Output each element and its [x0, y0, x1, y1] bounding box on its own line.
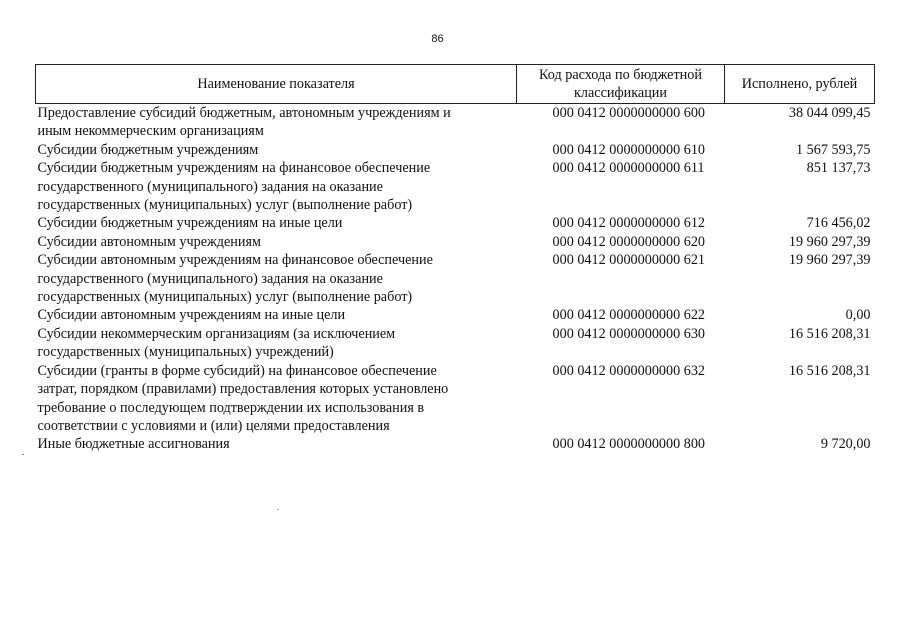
row-name-line: Субсидии (гранты в форме субсидий) на финансовое обеспечение: [37, 362, 437, 379]
row-name: [36, 104, 517, 141]
row-name-line: затрат, порядком (правилами) предоставления которых установлено: [37, 381, 449, 398]
row-code: 000 0412 0000000000 800: [552, 436, 706, 453]
row-executed: 16 516 208,31: [788, 362, 871, 379]
row-name-line: Субсидии бюджетным учреждениям на финансовое обеспечение: [37, 160, 431, 177]
header-name: Наименование показателя: [36, 65, 517, 104]
table-row: [36, 362, 875, 436]
row-name: [36, 159, 517, 214]
row-name: [36, 435, 517, 453]
table-row: [36, 233, 875, 251]
row-name-line: государственного (муниципального) задания на оказание: [37, 178, 383, 195]
table-row: [36, 214, 875, 232]
row-code: 000 0412 0000000000 620: [552, 233, 706, 250]
table-row: [36, 325, 875, 362]
table-row: [36, 306, 875, 324]
page-number: 86: [431, 33, 444, 45]
table-row: [36, 159, 875, 214]
row-executed: 851 137,73: [806, 160, 871, 177]
row-name-line: иным некоммерческим организациям: [37, 123, 264, 140]
row-name-line: Предоставление субсидий бюджетным, автономным учреждениям и: [37, 105, 451, 121]
header-code-line2: классификации: [574, 85, 667, 101]
row-executed: 16 516 208,31: [788, 325, 871, 342]
scan-speck: [22, 454, 24, 455]
row-name-line: Субсидии автономным учреждениям на финансовое обеспечение: [37, 252, 433, 269]
row-executed: 716 456,02: [806, 215, 871, 232]
row-code: 000 0412 0000000000 632: [552, 362, 706, 379]
row-name: [36, 362, 517, 436]
header-code-line1: Код расхода по бюджетной: [539, 67, 702, 83]
row-code: 000 0412 0000000000 630: [552, 325, 706, 342]
row-name-line: Субсидии автономным учреждениям: [37, 233, 261, 250]
row-executed: 0,00: [845, 307, 871, 324]
row-executed: 19 960 297,39: [788, 252, 871, 269]
row-name-line: Субсидии автономным учреждениям на иные цели: [37, 307, 346, 324]
table-row: [36, 141, 875, 159]
row-code: 000 0412 0000000000 621: [552, 252, 706, 269]
header-executed: Исполнено, рублей: [725, 65, 875, 104]
scan-speck: [277, 509, 279, 510]
row-name: [36, 233, 517, 251]
header-code: [517, 65, 725, 104]
row-name-line: государственных (муниципальных) учреждений): [37, 344, 334, 361]
row-code: 000 0412 0000000000 622: [552, 307, 706, 324]
table-header: [36, 65, 875, 104]
row-code: 000 0412 0000000000 612: [552, 215, 706, 232]
row-executed: 19 960 297,39: [788, 233, 871, 250]
row-name-line: государственных (муниципальных) услуг (выполнение работ): [37, 289, 413, 306]
table-row: [36, 251, 875, 306]
row-name-line: Иные бюджетные ассигнования: [37, 436, 230, 453]
row-name: [36, 214, 517, 232]
row-name-line: государственных (муниципальных) услуг (выполнение работ): [37, 197, 413, 214]
row-executed: 38 044 099,45: [788, 105, 871, 121]
table-row: [36, 104, 875, 141]
row-name-line: Субсидии некоммерческим организациям (за исключением: [37, 325, 396, 342]
row-name: [36, 141, 517, 159]
row-code: 000 0412 0000000000 600: [552, 105, 706, 121]
row-name-line: соответствии с условиями и (или) целями предоставления: [37, 417, 390, 434]
row-name: [36, 306, 517, 324]
row-name-line: государственного (муниципального) задания на оказание: [37, 270, 383, 287]
table-body: [36, 104, 875, 454]
row-name-line: Субсидии бюджетным учреждениям на иные цели: [37, 215, 343, 232]
row-code: 000 0412 0000000000 610: [552, 141, 706, 158]
row-name: [36, 251, 517, 306]
budget-execution-table: [35, 64, 875, 454]
row-code: 000 0412 0000000000 611: [552, 160, 705, 177]
row-name-line: Субсидии бюджетным учреждениям: [37, 141, 259, 158]
row-executed: 1 567 593,75: [796, 141, 871, 158]
row-executed: 9 720,00: [820, 436, 871, 453]
row-name-line: требование о последующем подтверждении их использования в: [37, 399, 425, 416]
table-row: [36, 435, 875, 453]
row-name: [36, 325, 517, 362]
